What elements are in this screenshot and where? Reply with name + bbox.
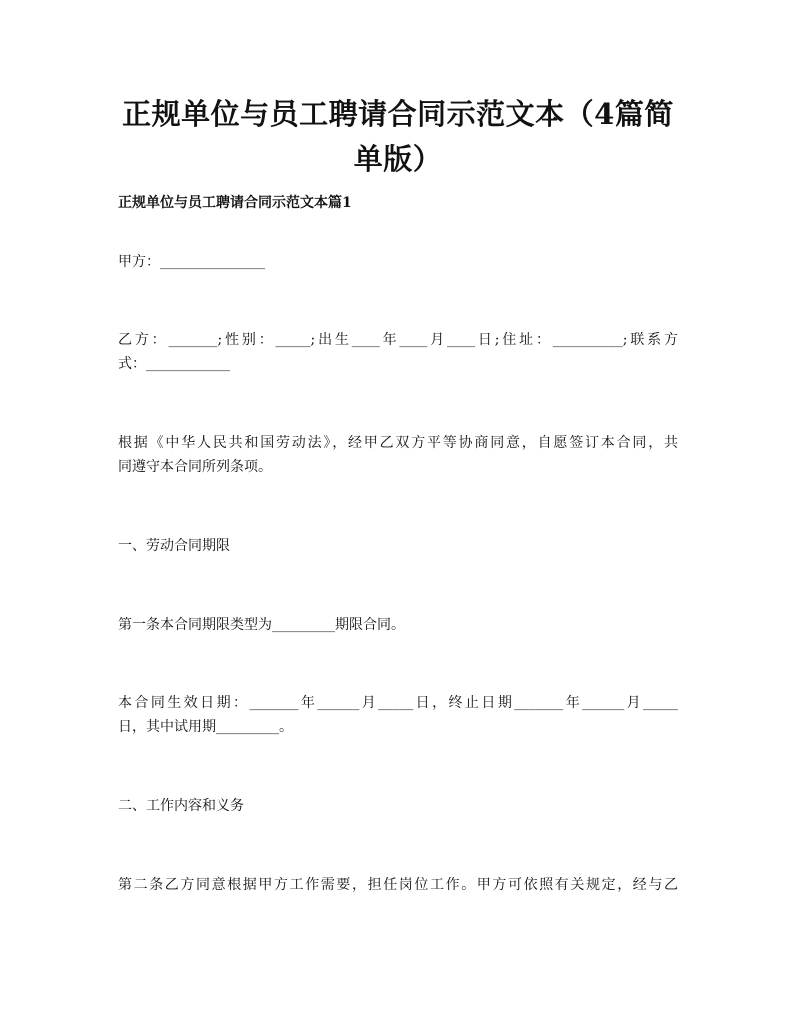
contract-subtitle: 正规单位与员工聘请合同示范文本篇1 <box>118 195 352 211</box>
effective-date-line-1: 本合同生效日期：_______年______月_____日，终止日期_______年______月_____ <box>118 695 678 711</box>
article-2-line-1: 第二条乙方同意根据甲方工作需要，担任岗位工作。甲方可依照有关规定，经与乙 <box>118 877 678 893</box>
party-a-line: 甲方：_______________ <box>118 254 265 270</box>
document-title-line-1: 正规单位与员工聘请合同示范文本（4篇简 <box>122 97 674 131</box>
article-1: 第一条本合同期限类型为_________期限合同。 <box>118 617 405 633</box>
document-title-line-2: 单版） <box>353 142 443 176</box>
preamble-line-2: 同遵守本合同所列条项。 <box>118 459 272 475</box>
effective-date-line-2: 日，其中试用期_________。 <box>118 719 293 735</box>
party-b-line-1: 乙方：_______;性别：_____;出生____年____月____日;住址：__________;联系方 <box>118 332 678 348</box>
preamble-line-1: 根据《中华人民共和国劳动法》，经甲乙双方平等协商同意，自愿签订本合同，共 <box>118 435 678 451</box>
section-1-heading: 一、劳动合同期限 <box>118 538 230 554</box>
section-2-heading: 二、工作内容和义务 <box>118 798 244 814</box>
party-b-line-2: 式：____________ <box>118 356 230 372</box>
